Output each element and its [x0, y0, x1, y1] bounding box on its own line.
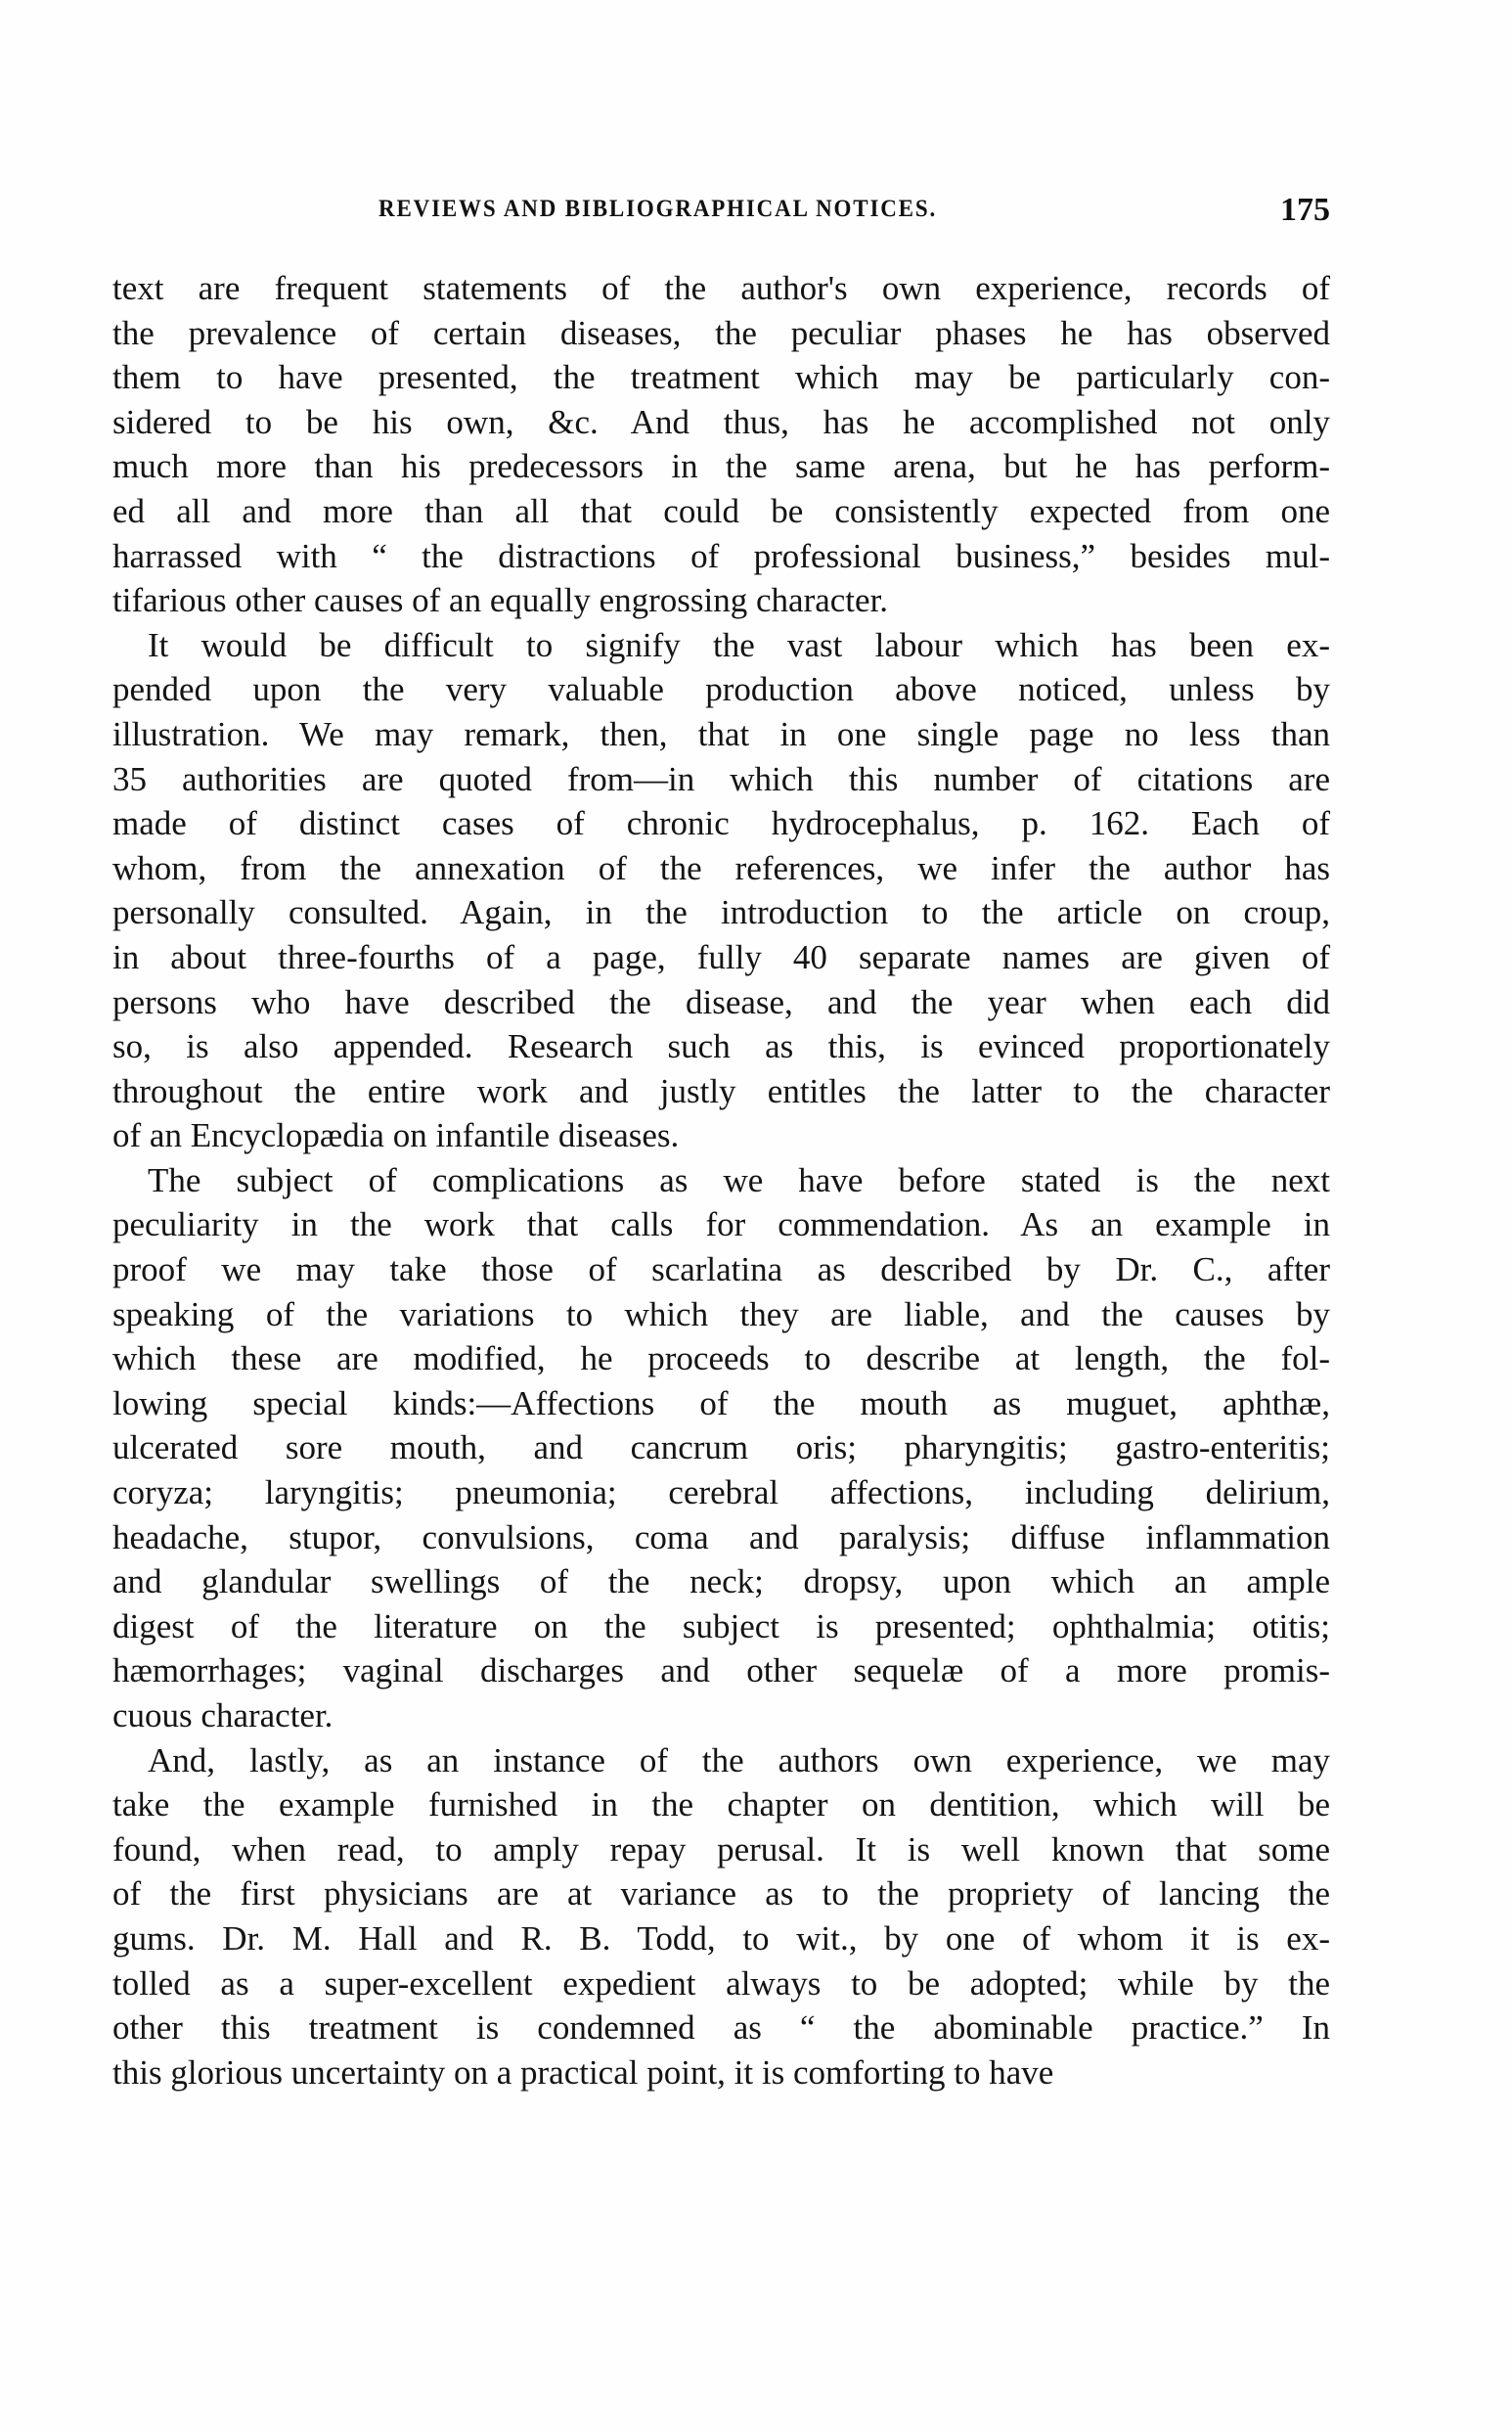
text-line: of an Encyclopædia on infantile diseases.: [112, 1116, 680, 1155]
text-line: other this treatment is condemned as “ the abominable practice.” In: [112, 2008, 1330, 2048]
body-text: [112, 266, 1330, 2094]
text-line: much more than his predecessors in the same arena, but he has perform-: [112, 447, 1330, 486]
text-line: take the example furnished in the chapter on dentition, which will be: [112, 1785, 1330, 1824]
text-line: pended upon the very valuable production above noticed, unless by: [112, 670, 1330, 709]
text-line: tifarious other causes of an equally engrossing character.: [112, 581, 889, 620]
text-line: proof we may take those of scarlatina as described by Dr. C., after: [112, 1250, 1330, 1289]
text-line: so, is also appended. Research such as this, is evinced proportionately: [112, 1027, 1330, 1066]
text-line: throughout the entire work and justly entitles the latter to the character: [112, 1071, 1330, 1110]
text-line: ulcerated sore mouth, and cancrum oris; pharyngitis; gastro-enteritis;: [112, 1428, 1330, 1467]
text-line: whom, from the annexation of the references, we infer the author has: [112, 848, 1330, 887]
text-line: coryza; laryngitis; pneumonia; cerebral affections, including delirium,: [112, 1473, 1330, 1512]
text-line: found, when read, to amply repay perusal. It is well known that some: [112, 1829, 1330, 1869]
text-line: made of distinct cases of chronic hydrocephalus, p. 162. Each of: [112, 804, 1330, 843]
text-line: And, lastly, as an instance of the authors own experience, we may: [148, 1740, 1330, 1779]
text-line: personally consulted. Again, in the introduction to the article on croup,: [112, 893, 1330, 932]
text-line: which these are modified, he proceeds to describe at length, the fol-: [112, 1339, 1330, 1378]
text-line: headache, stupor, convulsions, coma and paralysis; diffuse inflammation: [112, 1517, 1330, 1556]
paragraph: [112, 623, 1330, 1158]
text-line: harrassed with “ the distractions of professional business,” besides mul-: [112, 536, 1330, 575]
text-line: gums. Dr. M. Hall and R. B. Todd, to wit., by one of whom it is ex-: [112, 1918, 1330, 1958]
text-line: illustration. We may remark, then, that in one single page no less than: [112, 714, 1330, 753]
paragraph: [112, 1738, 1330, 2095]
text-line: lowing special kinds:—Affections of the mouth as muguet, aphthæ,: [112, 1383, 1330, 1422]
running-title: REVIEWS AND BIBLIOGRAPHICAL NOTICES.: [378, 196, 938, 222]
text-line: in about three-fourths of a page, fully 40 separate names are given of: [112, 937, 1330, 976]
running-header: [112, 192, 1330, 231]
paragraph: [112, 1158, 1330, 1738]
text-line: speaking of the variations to which they are liable, and the causes by: [112, 1294, 1330, 1333]
text-line: this glorious uncertainty on a practical point, it is comforting to have: [112, 2052, 1054, 2092]
text-line: and glandular swellings of the neck; dropsy, upon which an ample: [112, 1562, 1330, 1601]
text-line: The subject of complications as we have before stated is the next: [148, 1160, 1330, 1199]
page-number: 175: [1280, 192, 1330, 228]
text-line: It would be difficult to signify the vast labour which has been ex-: [148, 625, 1330, 664]
text-line: cuous character.: [112, 1696, 334, 1734]
text-line: persons who have described the disease, and the year when each did: [112, 982, 1330, 1021]
text-line: hæmorrhages; vaginal discharges and other sequelæ of a more promis-: [112, 1651, 1330, 1690]
text-line: of the first physicians are at variance as to the propriety of lancing the: [112, 1874, 1330, 1914]
text-line: ed all and more than all that could be consistently expected from one: [112, 491, 1330, 530]
text-line: the prevalence of certain diseases, the peculiar phases he has observed: [112, 313, 1330, 352]
text-line: text are frequent statements of the author's own experience, records of: [112, 269, 1330, 307]
text-line: tolled as a super-excellent expedient always to be adopted; while by the: [112, 1963, 1330, 2003]
text-line: digest of the literature on the subject is presented; ophthalmia; otitis;: [112, 1606, 1330, 1645]
text-line: them to have presented, the treatment which may be particularly con-: [112, 358, 1330, 397]
text-line: sidered to be his own, &c. And thus, has he accomplished not only: [112, 402, 1330, 441]
text-line: 35 authorities are quoted from—in which this number of citations are: [112, 759, 1330, 798]
paragraph: [112, 266, 1330, 623]
text-line: peculiarity in the work that calls for commendation. As an example in: [112, 1205, 1330, 1244]
